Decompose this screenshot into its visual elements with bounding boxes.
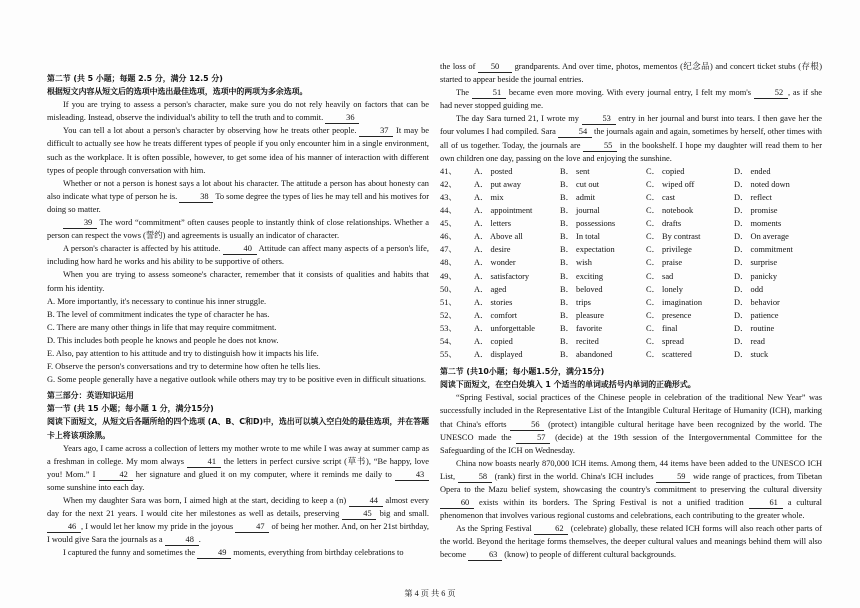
choice-option: A． Above all bbox=[474, 232, 523, 242]
question-number: 53、 bbox=[440, 323, 457, 333]
choice-option: A． posted bbox=[474, 166, 513, 176]
choice-row bbox=[440, 296, 822, 309]
choice-option: A． unforgettable bbox=[474, 323, 536, 333]
answer-blank: 52 bbox=[754, 88, 788, 99]
passage-text: Whether or not a person is honest says a lot about his character. The attitude a person has about honesty can also indicate what type of person he is. bbox=[47, 178, 429, 201]
passage-text: The word “commitment” often causes people to instantly think of close relationships. Whether a person can respect the vows (誓约) and agreements is usually an indicator of character. bbox=[47, 218, 429, 241]
question-number: 45、 bbox=[440, 219, 457, 229]
choice-option: A． put away bbox=[474, 179, 521, 189]
answer-blank: 49 bbox=[197, 548, 231, 559]
passage-text: As the Spring Festival bbox=[456, 524, 535, 534]
choice-option: D． promise bbox=[734, 206, 778, 216]
choice-row bbox=[440, 283, 822, 296]
choice-row bbox=[440, 256, 822, 269]
choice-row bbox=[440, 165, 822, 178]
choice-option: D． moments bbox=[734, 219, 782, 229]
choice-row bbox=[440, 322, 822, 335]
question-number: 47、 bbox=[440, 245, 457, 255]
passage-text: (know) to people of different cultural backgrounds. bbox=[502, 550, 676, 560]
cloze-paragraph bbox=[440, 60, 822, 86]
choice-option: D． On average bbox=[734, 232, 789, 242]
choice-option: A． mix bbox=[474, 192, 504, 202]
cloze-choices-table bbox=[440, 165, 822, 361]
answer-blank: 46 bbox=[47, 522, 81, 533]
cloze-paragraph bbox=[47, 546, 429, 559]
choice-option: D． commitment bbox=[734, 245, 793, 255]
question-number: 43、 bbox=[440, 192, 457, 202]
choice-option: C． scattered bbox=[646, 350, 692, 360]
choice-option: B． pleasure bbox=[560, 310, 604, 320]
right-column bbox=[440, 60, 822, 562]
passage-text: Attitude can affect many aspects of a person's life, including how hard he works and his ability to be supportive of others. bbox=[47, 244, 429, 267]
left-column bbox=[47, 72, 429, 559]
passage-text: You can tell a lot about a person's character by observing how he treats other people. bbox=[63, 126, 360, 136]
answer-blank: 59 bbox=[656, 472, 690, 483]
option-c: C. There are many other things in life that may require commitment. bbox=[47, 322, 277, 332]
question-number: 44、 bbox=[440, 206, 457, 216]
passage-text: When my daughter Sara was born, I aimed high at the start, deciding to keep a (n) bbox=[63, 496, 349, 505]
choice-row bbox=[440, 309, 822, 322]
choice-option: B． expectation bbox=[560, 245, 615, 255]
passage-text: the loss of bbox=[440, 62, 478, 71]
answer-blank: 40 bbox=[223, 244, 257, 255]
part-3-instructions: 阅读下面短文，从短文后各题所给的四个选项 (A、B、C和D)中，选出可以填入空白处的最佳选项，并在答题卡上将该项涂黑。 bbox=[47, 417, 429, 440]
choice-option: B． trips bbox=[560, 297, 591, 307]
grammar-fill-paragraph bbox=[440, 522, 822, 561]
choice-option: B． In total bbox=[560, 232, 601, 242]
choice-row bbox=[440, 191, 822, 204]
answer-blank: 55 bbox=[583, 141, 617, 152]
answer-blank: 47 bbox=[235, 522, 269, 533]
passage-text: big and small. bbox=[376, 509, 429, 519]
choice-option: A． stories bbox=[474, 297, 513, 307]
choice-row bbox=[440, 217, 822, 230]
choice-option: D． routine bbox=[734, 323, 775, 333]
passage-text: Years ago, I came across a collection of letters my mother wrote to me while I was away at summer camp as a freshman in college. My mom always bbox=[47, 443, 429, 466]
page-number: 第 4 页 共 6 页 bbox=[404, 589, 456, 598]
answer-blank: 38 bbox=[179, 192, 213, 203]
choice-option: C． final bbox=[646, 323, 678, 333]
choice-option: B． journal bbox=[560, 206, 600, 216]
passage-text: entry in her journal and burst into tears. I then gave her the four volumes I had compiled. Sara bbox=[440, 114, 823, 137]
choice-option: D． read bbox=[734, 336, 765, 346]
section-2-title: 第二节 (共 5 小题；每题 2.5 分，满分 12.5 分) bbox=[47, 74, 223, 83]
question-number: 55、 bbox=[440, 350, 457, 360]
answer-blank: 48 bbox=[165, 535, 199, 546]
passage-text: The day Sara turned 21, I wrote my bbox=[456, 114, 582, 124]
choice-row bbox=[440, 243, 822, 256]
question-number: 52、 bbox=[440, 310, 457, 320]
choice-option: B． recited bbox=[560, 336, 599, 346]
choice-option: D． panicky bbox=[734, 271, 778, 281]
passage-text: To some degree the types of lies he may tell and his motives for doing so matter. bbox=[47, 191, 429, 214]
question-number: 41、 bbox=[440, 166, 457, 176]
choice-option: C． lonely bbox=[646, 284, 683, 294]
passage-text: China now boasts nearly 870,000 ICH items. Among them, 44 items have been added to the UNESCO ICH List, bbox=[440, 458, 822, 481]
choice-option: B． admit bbox=[560, 192, 596, 202]
grammar-fill-title: 第二节 (共10小题；每小题1.5分，满分15分) bbox=[440, 367, 605, 377]
passage-text: moments, everything from birthday celebrations to bbox=[231, 548, 404, 558]
choice-row bbox=[440, 348, 822, 361]
option-b: B. The level of commitment indicates the type of character he has. bbox=[47, 309, 270, 319]
choice-option: C． presence bbox=[646, 310, 692, 320]
passage-text: wide range of practices, from Tibetan Opera to the Mazu belief system, showcasing the country's commitment to preserving the cultural diversity bbox=[440, 471, 823, 494]
grammar-fill-instructions: 阅读下面短文，在空白处填入 1 个适当的单词或括号内单词的正确形式。 bbox=[440, 380, 696, 390]
choice-option: A． letters bbox=[474, 219, 511, 229]
choice-option: B． exciting bbox=[560, 271, 604, 281]
choice-option: C． cast bbox=[646, 192, 676, 202]
passage-text: A person's character is affected by his attitude. bbox=[63, 244, 223, 254]
choice-option: D． reflect bbox=[734, 192, 772, 202]
grammar-fill-paragraph bbox=[440, 457, 822, 522]
answer-blank: 63 bbox=[468, 550, 502, 561]
question-number: 46、 bbox=[440, 232, 457, 242]
answer-blank: 51 bbox=[472, 88, 506, 99]
question-number: 50、 bbox=[440, 284, 457, 294]
option-f: F. Observe the person's conversations and try to determine how often he tells lies. bbox=[47, 362, 321, 372]
answer-blank: 43 bbox=[395, 470, 429, 481]
choice-option: C． notebook bbox=[646, 206, 694, 216]
answer-blank: 44 bbox=[349, 496, 383, 507]
passage-text: . bbox=[198, 535, 201, 545]
choice-option: D． noted down bbox=[734, 179, 790, 189]
choice-option: C． privilege bbox=[646, 245, 692, 255]
choice-option: A． displayed bbox=[474, 350, 523, 360]
choice-option: C． imagination bbox=[646, 297, 703, 307]
answer-blank: 57 bbox=[516, 433, 550, 444]
cloze-paragraph bbox=[440, 86, 822, 112]
passage-text: It may be difficult to actually see how he treats different types of people if you only encounter him in a single environment, such as the workplace. It is often possible, however, to get some idea of his manner of interaction with different types of people through conversation with him. bbox=[47, 126, 429, 175]
answer-blank: 42 bbox=[99, 470, 133, 481]
passage-paragraph bbox=[47, 242, 429, 268]
passage-text: the letters in perfect cursive script (草书), “Be happy, love you! Mom.” I bbox=[47, 456, 429, 479]
choice-option: B． wish bbox=[560, 258, 592, 268]
passage-text: , as if she had never stopped guiding me. bbox=[440, 88, 822, 111]
choice-option: A． appointment bbox=[474, 206, 533, 216]
choice-option: C． By contrast bbox=[646, 232, 701, 242]
choice-option: C． praise bbox=[646, 258, 683, 268]
choice-row bbox=[440, 230, 822, 243]
passage-text: in the bookshelf. I hope my daughter will read them to her own children one day, passing on the love and enjoying the sunshine. bbox=[440, 140, 822, 163]
choice-option: D． stuck bbox=[734, 350, 769, 360]
passage-text: of being her mother. And, on her 21st birthday, I would give Sara the journals as a bbox=[47, 522, 429, 545]
cloze-paragraph bbox=[440, 112, 822, 164]
answer-blank: 50 bbox=[478, 62, 512, 73]
choice-row bbox=[440, 270, 822, 283]
choice-option: C． drafts bbox=[646, 219, 682, 229]
seven-choice-options bbox=[47, 295, 429, 387]
choice-option: C． sad bbox=[646, 271, 674, 281]
choice-option: D． behavior bbox=[734, 297, 780, 307]
cloze-paragraph bbox=[47, 494, 429, 546]
grammar-fill-paragraph bbox=[440, 391, 822, 456]
choice-option: D． surprise bbox=[734, 258, 778, 268]
passage-paragraph bbox=[47, 177, 429, 216]
choice-option: B． cut out bbox=[560, 179, 600, 189]
choice-row bbox=[440, 204, 822, 217]
answer-blank: 45 bbox=[342, 509, 376, 520]
question-number: 42、 bbox=[440, 179, 457, 189]
answer-blank: 36 bbox=[325, 113, 359, 124]
answer-blank: 58 bbox=[458, 472, 492, 483]
passage-text: the journals again and again, sometimes by herself, other times with all of us together. Today, the journals are bbox=[440, 127, 822, 150]
choice-option: D． patience bbox=[734, 310, 779, 320]
answer-blank: 54 bbox=[558, 127, 592, 138]
answer-blank: 39 bbox=[63, 218, 97, 229]
choice-option: D． ended bbox=[734, 166, 771, 176]
passage-text: some sunshine into each day. bbox=[47, 482, 145, 492]
passage-paragraph bbox=[47, 216, 429, 242]
part-3-title: 第三部分：英语知识运用 bbox=[47, 391, 134, 401]
passage-text: became even more moving. With every journal entry, I felt my mom's bbox=[505, 88, 754, 98]
choice-option: A． satisfactory bbox=[474, 271, 530, 281]
choice-option: B． favorite bbox=[560, 323, 603, 333]
answer-blank: 61 bbox=[749, 498, 783, 509]
section-2-instructions: 根据短文内容从短文后的选项中选出最佳选项，选项中的两项为多余选项。 bbox=[47, 87, 308, 97]
choice-option: A． aged bbox=[474, 284, 507, 294]
answer-blank: 37 bbox=[359, 126, 393, 137]
passage-paragraph: When you are trying to assess someone's character, remember that it consists of qualities and habits that form his identity. bbox=[47, 270, 429, 293]
answer-blank: 53 bbox=[582, 114, 616, 125]
answer-blank: 56 bbox=[510, 420, 544, 431]
choice-option: C． wiped off bbox=[646, 179, 695, 189]
choice-option: B． beloved bbox=[560, 284, 603, 294]
question-number: 49、 bbox=[440, 271, 457, 281]
question-number: 48、 bbox=[440, 258, 457, 268]
passage-paragraph bbox=[47, 124, 429, 176]
answer-blank: 41 bbox=[187, 457, 221, 468]
choice-option: B． possessions bbox=[560, 219, 616, 229]
choice-option: A． desire bbox=[474, 245, 511, 255]
option-e: E. Also, pay attention to his attitude and try to distinguish how it impacts his life. bbox=[47, 348, 319, 358]
choice-option: C． spread bbox=[646, 336, 684, 346]
passage-text: , I would let her know my pride in the joyous bbox=[81, 522, 236, 532]
choice-option: A． wonder bbox=[474, 258, 516, 268]
passage-text: If you are trying to assess a person's character, make sure you do not rely heavily on factors that can be misleading. Instead, observe the individual's ability to tell the truth and to commit. bbox=[47, 100, 429, 123]
passage-text: (decide) at the 19th session of the Intergovernmental Committee for the Safeguarding of the ICH on Wednesday. bbox=[440, 432, 823, 455]
answer-blank: 62 bbox=[534, 524, 568, 535]
question-number: 54、 bbox=[440, 336, 457, 346]
passage-text: The bbox=[456, 88, 472, 98]
passage-text: almost every day for the next 21 years. I would cite her milestones as well as details, preserving bbox=[47, 496, 429, 519]
passage-text: grandparents. And over time, photos, mementos (纪念品) and concert ticket stubs (存根) started to appear beside the journal entries. bbox=[440, 62, 823, 85]
cloze-paragraph bbox=[47, 442, 429, 494]
choice-option: A． copied bbox=[474, 336, 513, 346]
passage-text: I captured the funny and sometimes the bbox=[63, 548, 198, 558]
choice-option: C． copied bbox=[646, 166, 685, 176]
passage-paragraph bbox=[47, 98, 429, 124]
passage-text: exists within its borders. The Spring Festival is not a unified tradition bbox=[474, 498, 749, 508]
choice-row bbox=[440, 335, 822, 348]
passage-text: her signature and glued it on my computer, where it reminds me daily to bbox=[132, 469, 395, 479]
choice-option: A． comfort bbox=[474, 310, 518, 320]
option-g: G. Some people generally have a negative outlook while others may try to be positive even in difficult situations. bbox=[47, 375, 426, 385]
option-d: D. This includes both people he knows and people he does not know. bbox=[47, 335, 279, 345]
question-number: 51、 bbox=[440, 297, 457, 307]
choice-row bbox=[440, 178, 822, 191]
passage-text: a cultural phenomenon that involves various regional customs and celebrations, each contributing to the greater whole. bbox=[440, 498, 823, 521]
part-3-section-1-title: 第一节 (共 15 小题；每小题 1 分，满分15分) bbox=[47, 404, 214, 414]
passage-text: (rank) first in the world. China's ICH includes bbox=[491, 471, 657, 481]
option-a: A. More importantly, it's necessary to continue his inner struggle. bbox=[47, 296, 267, 306]
choice-option: B． sent bbox=[560, 166, 590, 176]
answer-blank: 60 bbox=[440, 498, 474, 509]
choice-option: B． abandoned bbox=[560, 350, 613, 360]
passage-text: (celebrate) globally, these related ICH forms will also reach other parts of the world. Beyond the heritage forms themselves, the deeper cultural values and meanings behind them will also become bbox=[440, 524, 822, 560]
passage-text: “Spring Festival, social practices of the Chinese people in celebration of the traditional New Year” was successfully included in the Representative List of the Intangible Cultural Heritage of Humanity (ICH), marking that China's efforts bbox=[440, 393, 822, 429]
choice-option: D． odd bbox=[734, 284, 764, 294]
passage-text: (protect) intangible cultural heritage have been recognized by the world. The UNESCO made the bbox=[440, 419, 822, 442]
